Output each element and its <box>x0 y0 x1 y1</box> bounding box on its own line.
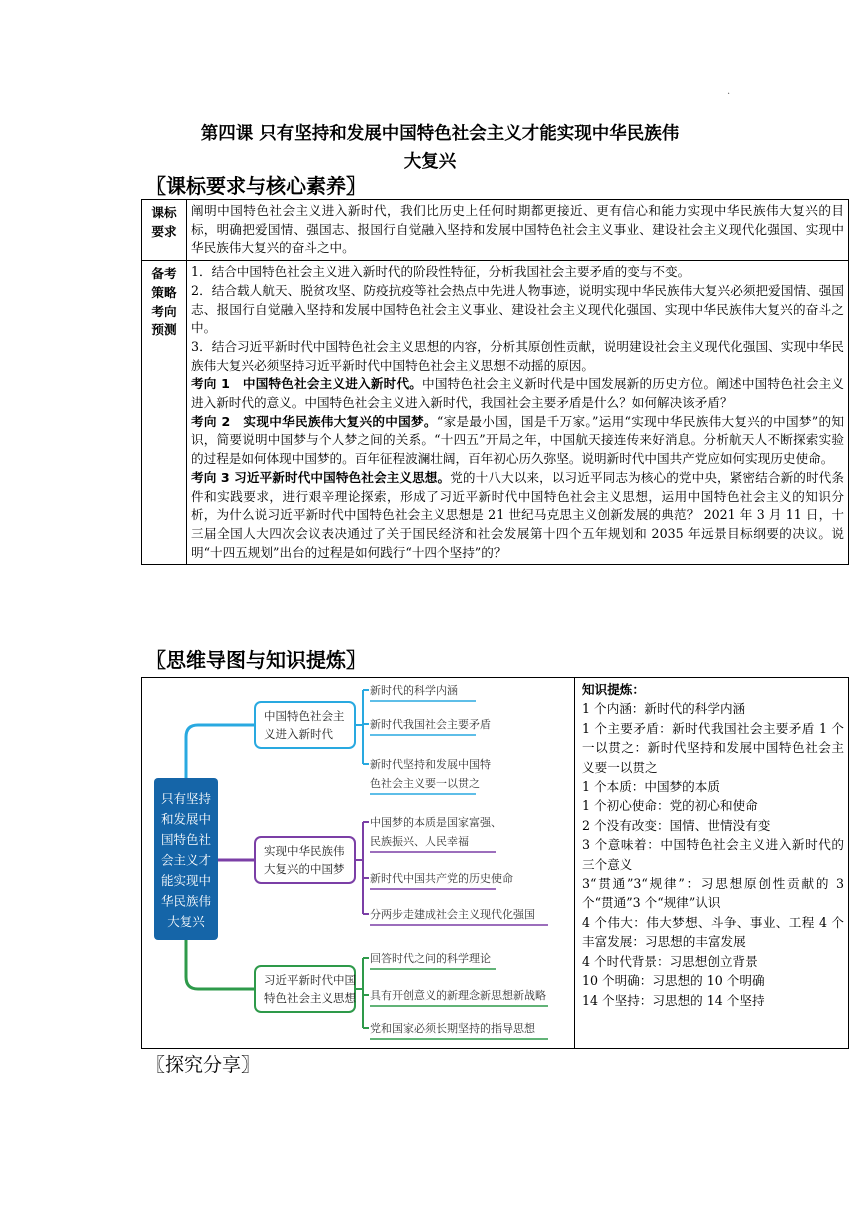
root-label-line: 国特色社 <box>160 832 212 847</box>
leaf-label: 民族振兴、人民幸福 <box>370 835 469 848</box>
leaf-label: 新时代坚持和发展中国特 <box>370 758 491 771</box>
row-header-standards: 课标 要求 <box>142 200 187 261</box>
corner-mark: . <box>727 86 731 97</box>
exam-direction-1: 考向 1 中国特色社会主义进入新时代。中国特色社会主义新时代是中国发展新的历史方位。阐述中国特色社会主义进入新时代的意义。中国特色社会主义进入新时代，我国社会主要矛盾是什么？如何解决该矛盾？ <box>191 376 844 411</box>
knowledge-line: 4 个伟大：伟大梦想、斗争、事业、工程 4 个丰富发展：习思想的丰富发展 <box>582 914 844 950</box>
knowledge-line: 1 个主要矛盾：新时代我国社会主要矛盾 1 个一以贯之：新时代坚持和发展中国特色社会主义要一以贯之 <box>582 720 844 775</box>
leaf-label: 回答时代之问的科学理论 <box>370 952 491 965</box>
knowledge-lines <box>582 699 844 1010</box>
standards-content: 阐明中国特色社会主义进入新时代，我们比历史上任何时期都更接近、更有信心和能力实现中华民族伟大复兴的目标，明确把爱国情、强国志、报国行自觉融入坚持和发展中国特色社会主义事业、建设社会主义现代化强国、实现中华民族伟大复兴的奋斗之中。 <box>187 200 849 261</box>
branch-label-line: 中国特色社会主 <box>264 709 345 723</box>
branch-label-line: 实现中华民族伟 <box>264 844 345 858</box>
knowledge-summary <box>582 680 844 1010</box>
table-row <box>142 261 849 565</box>
connector-line <box>186 725 255 778</box>
root-label-line: 华民族伟 <box>160 893 212 909</box>
exam-direction-3: 考向 3 习近平新时代中国特色社会主义思想。党的十八大以来，以习近平同志为核心的党中央，紧密结合新的时代条件和实践要求，进行艰辛理论探索，形成了习近平新时代中国特色社会主义思想，运用中国特色社会主义的知识分析，为什么说习近平新时代中国特色社会主义思想是 21 世纪马克思主义创新发展的典范？ 2021 年 3 月 11 日，十三届全国人大四次会议表决通过了关于国民经济和社会发展第十四个五年规划和 2035 年远景目标纲要的决议。说明“十四五规划”出台的过程是如何践行“十四个坚持”的？ <box>191 469 844 560</box>
mindmap-table <box>141 677 849 1049</box>
knowledge-line: 14 个坚持：习思想的 14 个坚持 <box>582 992 765 1008</box>
leaf-label: 党和国家必须长期坚持的指导思想 <box>370 1022 535 1035</box>
connector-line <box>186 940 255 989</box>
section-heading-explore: 〖探究分享〗 <box>146 1054 261 1076</box>
leaf-label: 中国梦的本质是国家富强、 <box>370 816 502 829</box>
section-heading-mindmap: 〖思维导图与知识提炼〗 <box>146 648 366 672</box>
leaf-label: 分两步走建成社会主义现代化强国 <box>370 908 535 921</box>
knowledge-line: 1 个本质：中国梦的本质 <box>582 779 720 795</box>
branch-label-line: 特色社会主义思想 <box>264 991 356 1005</box>
knowledge-line: 4 个时代背景：习思想创立背景 <box>582 953 758 969</box>
exam-direction-2: 考向 2 实现中华民族伟大复兴的中国梦。“家是最小国，国是千万家。”运用“实现中华民族伟大复兴的中国梦”的知识，简要说明中国梦与个人梦之间的关系。“十四五”开局之年，中国航天接连传来好消息。分析航天人不断探索实验的过程是如何体现中国梦的。百年征程波澜壮阔，百年初心历久弥坚。说明新时代中国共产党应如何实现历史使命。 <box>191 413 844 467</box>
knowledge-line: 1 个初心使命：党的初心和使命 <box>582 798 758 814</box>
lesson-title <box>0 120 860 176</box>
leaf-label: 新时代的科学内涵 <box>370 684 458 697</box>
lesson-title-line1: 第四课 只有坚持和发展中国特色社会主义才能实现中华民族伟 <box>200 124 680 144</box>
strategy-content <box>187 261 849 565</box>
section-heading-standards: 〖课标要求与核心素养〗 <box>146 174 366 198</box>
leaf-label: 色社会主义要一以贯之 <box>370 777 480 790</box>
root-label-line: 和发展中 <box>160 811 212 827</box>
standards-table <box>141 199 849 565</box>
column-divider <box>574 678 575 1048</box>
leaf-label: 新时代我国社会主要矛盾 <box>370 718 491 731</box>
knowledge-heading: 知识提炼： <box>582 682 645 697</box>
branch-label-line: 大复兴的中国梦 <box>264 862 345 876</box>
lesson-title-line2: 大复兴 <box>403 152 457 172</box>
branch-label-line: 习近平新时代中国 <box>264 973 356 987</box>
root-label-line: 大复兴 <box>167 914 205 929</box>
root-label-line: 会主义才 <box>160 852 212 868</box>
knowledge-line: 2 个没有改变：国情、世情没有变 <box>582 817 771 833</box>
mind-map <box>142 678 574 1048</box>
table-row <box>142 200 849 261</box>
strategy-point-3: 3．结合习近平新时代中国特色社会主义思想的内容，分析其原创性贡献，说明建设社会主义现代化强国、实现中华民族伟大复兴必须坚持习近平新时代中国特色社会主义思想不动摇的原因。 <box>191 338 844 373</box>
knowledge-line: 3 个意味着：中国特色社会主义进入新时代的三个意义 <box>582 837 844 872</box>
strategy-point-2: 2．结合载人航天、脱贫攻坚、防疫抗疫等社会热点中先进人物事迹，说明实现中华民族伟大复兴必须把爱国情、强国志、报国行自觉融入坚持和发展中国特色社会主义事业、建设社会主义现代化强国、实现中华民族伟大复兴的奋斗之中。 <box>191 282 844 336</box>
knowledge-line: 10 个明确：习思想的 10 个明确 <box>582 973 765 989</box>
root-label-line: 能实现中 <box>160 873 212 888</box>
knowledge-line: 1 个内涵：新时代的科学内涵 <box>582 701 746 717</box>
row-header-strategy: 备考 策略 考向 预测 <box>142 261 187 565</box>
root-label-line: 只有坚持 <box>160 791 212 806</box>
leaf-label: 新时代中国共产党的历史使命 <box>370 872 513 885</box>
strategy-point-1: 1．结合中国特色社会主义进入新时代的阶段性特征，分析我国社会主要矛盾的变与不变。 <box>191 264 691 280</box>
knowledge-line: 3“贯通”3“规律”：习思想原创性贡献的 3 个“贯通”3 个“规律”认识 <box>582 876 844 911</box>
leaf-label: 具有开创意义的新理念新思想新战略 <box>370 989 546 1002</box>
branch-label-line: 义进入新时代 <box>264 727 333 741</box>
